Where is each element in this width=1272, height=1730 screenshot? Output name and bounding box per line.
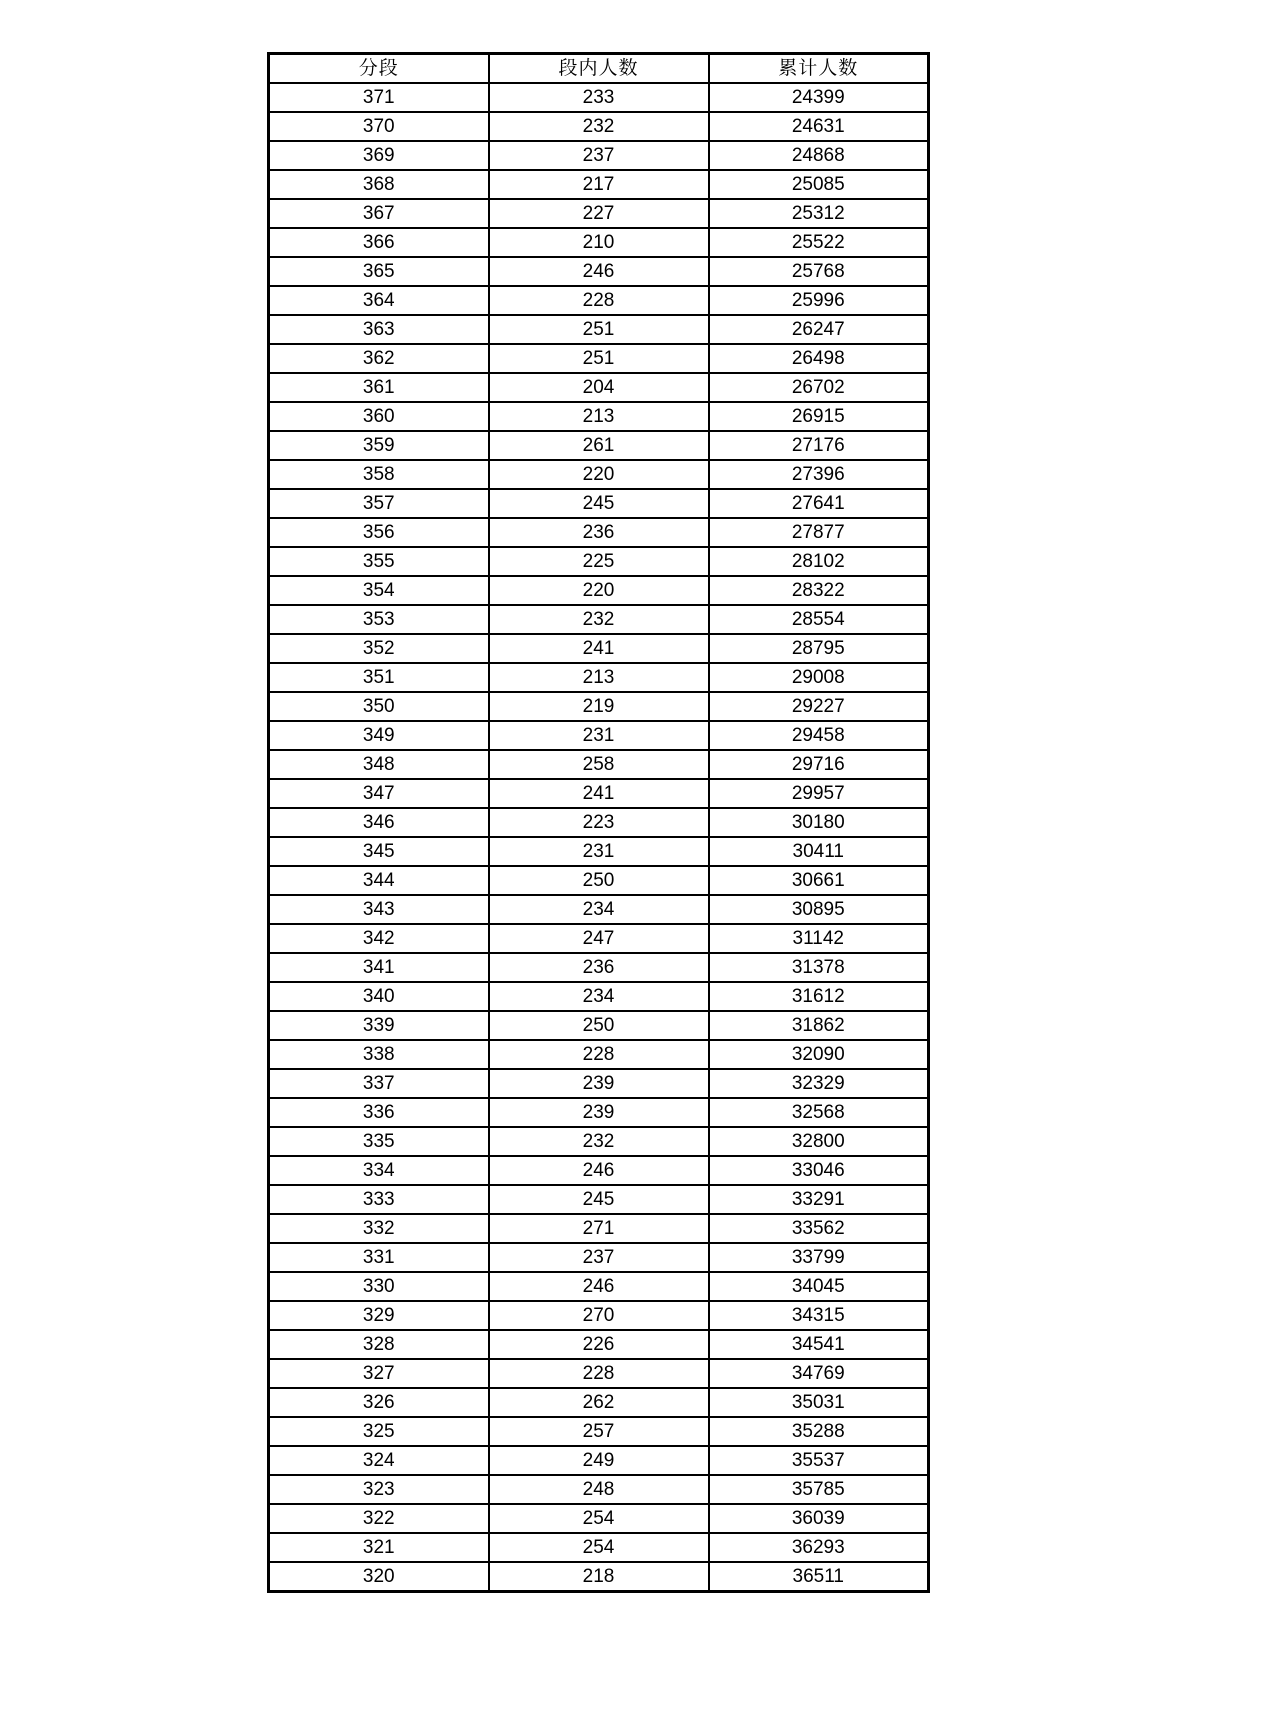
cumulative-cell: 34541 bbox=[709, 1330, 929, 1359]
segment-cell: 324 bbox=[269, 1446, 489, 1475]
cumulative-cell: 25768 bbox=[709, 257, 929, 286]
segment-cell: 330 bbox=[269, 1272, 489, 1301]
count-cell: 228 bbox=[489, 1359, 709, 1388]
table-row bbox=[269, 199, 929, 228]
cumulative-cell: 31612 bbox=[709, 982, 929, 1011]
count-cell: 249 bbox=[489, 1446, 709, 1475]
segment-cell: 355 bbox=[269, 547, 489, 576]
cumulative-cell: 31142 bbox=[709, 924, 929, 953]
segment-cell: 347 bbox=[269, 779, 489, 808]
table-row bbox=[269, 1330, 929, 1359]
table-row bbox=[269, 1446, 929, 1475]
segment-cell: 354 bbox=[269, 576, 489, 605]
count-cell: 245 bbox=[489, 489, 709, 518]
segment-cell: 336 bbox=[269, 1098, 489, 1127]
table-row bbox=[269, 286, 929, 315]
table-row bbox=[269, 170, 929, 199]
segment-cell: 371 bbox=[269, 83, 489, 112]
cumulative-cell: 27396 bbox=[709, 460, 929, 489]
count-cell: 232 bbox=[489, 112, 709, 141]
table-row bbox=[269, 837, 929, 866]
cumulative-cell: 33799 bbox=[709, 1243, 929, 1272]
cumulative-cell: 34045 bbox=[709, 1272, 929, 1301]
table-row bbox=[269, 1127, 929, 1156]
count-cell: 248 bbox=[489, 1475, 709, 1504]
table-row bbox=[269, 982, 929, 1011]
table-row bbox=[269, 1475, 929, 1504]
count-cell: 232 bbox=[489, 605, 709, 634]
table-row bbox=[269, 1185, 929, 1214]
count-cell: 246 bbox=[489, 257, 709, 286]
table-row bbox=[269, 83, 929, 112]
table-row bbox=[269, 1533, 929, 1562]
segment-cell: 321 bbox=[269, 1533, 489, 1562]
count-cell: 213 bbox=[489, 402, 709, 431]
table-row bbox=[269, 1098, 929, 1127]
segment-cell: 322 bbox=[269, 1504, 489, 1533]
count-cell: 250 bbox=[489, 866, 709, 895]
cumulative-cell: 25996 bbox=[709, 286, 929, 315]
count-cell: 257 bbox=[489, 1417, 709, 1446]
cumulative-cell: 29458 bbox=[709, 721, 929, 750]
count-cell: 271 bbox=[489, 1214, 709, 1243]
segment-cell: 357 bbox=[269, 489, 489, 518]
cumulative-cell: 30411 bbox=[709, 837, 929, 866]
cumulative-cell: 28102 bbox=[709, 547, 929, 576]
count-cell: 213 bbox=[489, 663, 709, 692]
count-cell: 231 bbox=[489, 837, 709, 866]
header-cell-score-segment: 分段 bbox=[269, 54, 489, 84]
segment-cell: 332 bbox=[269, 1214, 489, 1243]
cumulative-cell: 33291 bbox=[709, 1185, 929, 1214]
table-row bbox=[269, 460, 929, 489]
table-row bbox=[269, 1214, 929, 1243]
segment-cell: 352 bbox=[269, 634, 489, 663]
table-row bbox=[269, 576, 929, 605]
table-row bbox=[269, 721, 929, 750]
count-cell: 239 bbox=[489, 1098, 709, 1127]
count-cell: 258 bbox=[489, 750, 709, 779]
cumulative-cell: 36039 bbox=[709, 1504, 929, 1533]
cumulative-cell: 26702 bbox=[709, 373, 929, 402]
segment-cell: 334 bbox=[269, 1156, 489, 1185]
table-row bbox=[269, 344, 929, 373]
segment-cell: 351 bbox=[269, 663, 489, 692]
cumulative-cell: 24868 bbox=[709, 141, 929, 170]
count-cell: 218 bbox=[489, 1562, 709, 1592]
cumulative-cell: 32568 bbox=[709, 1098, 929, 1127]
count-cell: 246 bbox=[489, 1272, 709, 1301]
header-cell-count-in-segment: 段内人数 bbox=[489, 54, 709, 84]
table-row bbox=[269, 1040, 929, 1069]
count-cell: 247 bbox=[489, 924, 709, 953]
segment-cell: 335 bbox=[269, 1127, 489, 1156]
cumulative-cell: 33046 bbox=[709, 1156, 929, 1185]
table-row bbox=[269, 750, 929, 779]
count-cell: 234 bbox=[489, 895, 709, 924]
segment-cell: 326 bbox=[269, 1388, 489, 1417]
cumulative-cell: 29957 bbox=[709, 779, 929, 808]
segment-cell: 360 bbox=[269, 402, 489, 431]
segment-cell: 338 bbox=[269, 1040, 489, 1069]
segment-cell: 328 bbox=[269, 1330, 489, 1359]
segment-cell: 368 bbox=[269, 170, 489, 199]
count-cell: 245 bbox=[489, 1185, 709, 1214]
cumulative-cell: 35288 bbox=[709, 1417, 929, 1446]
cumulative-cell: 30895 bbox=[709, 895, 929, 924]
segment-cell: 329 bbox=[269, 1301, 489, 1330]
table-row bbox=[269, 866, 929, 895]
header-row bbox=[269, 54, 929, 84]
cumulative-cell: 28795 bbox=[709, 634, 929, 663]
table-row bbox=[269, 1562, 929, 1592]
table-row bbox=[269, 1243, 929, 1272]
segment-cell: 341 bbox=[269, 953, 489, 982]
table-row bbox=[269, 605, 929, 634]
cumulative-cell: 32090 bbox=[709, 1040, 929, 1069]
header-cell-cumulative-count: 累计人数 bbox=[709, 54, 929, 84]
table-row bbox=[269, 1359, 929, 1388]
table-row bbox=[269, 779, 929, 808]
table-row bbox=[269, 228, 929, 257]
cumulative-cell: 36511 bbox=[709, 1562, 929, 1592]
table-row bbox=[269, 1504, 929, 1533]
count-cell: 254 bbox=[489, 1504, 709, 1533]
table-row bbox=[269, 431, 929, 460]
cumulative-cell: 27176 bbox=[709, 431, 929, 460]
cumulative-cell: 25522 bbox=[709, 228, 929, 257]
segment-cell: 363 bbox=[269, 315, 489, 344]
table-row bbox=[269, 315, 929, 344]
count-cell: 219 bbox=[489, 692, 709, 721]
count-cell: 246 bbox=[489, 1156, 709, 1185]
table-row bbox=[269, 1388, 929, 1417]
cumulative-cell: 33562 bbox=[709, 1214, 929, 1243]
cumulative-cell: 26247 bbox=[709, 315, 929, 344]
count-cell: 254 bbox=[489, 1533, 709, 1562]
segment-cell: 339 bbox=[269, 1011, 489, 1040]
segment-cell: 348 bbox=[269, 750, 489, 779]
cumulative-cell: 32329 bbox=[709, 1069, 929, 1098]
table-row bbox=[269, 1011, 929, 1040]
table-row bbox=[269, 953, 929, 982]
segment-cell: 323 bbox=[269, 1475, 489, 1504]
count-cell: 239 bbox=[489, 1069, 709, 1098]
cumulative-cell: 30661 bbox=[709, 866, 929, 895]
cumulative-cell: 25312 bbox=[709, 199, 929, 228]
cumulative-cell: 32800 bbox=[709, 1127, 929, 1156]
count-cell: 237 bbox=[489, 1243, 709, 1272]
cumulative-cell: 29716 bbox=[709, 750, 929, 779]
table-row bbox=[269, 1272, 929, 1301]
count-cell: 251 bbox=[489, 344, 709, 373]
segment-cell: 364 bbox=[269, 286, 489, 315]
segment-cell: 331 bbox=[269, 1243, 489, 1272]
cumulative-cell: 27641 bbox=[709, 489, 929, 518]
cumulative-cell: 28322 bbox=[709, 576, 929, 605]
segment-cell: 327 bbox=[269, 1359, 489, 1388]
segment-cell: 367 bbox=[269, 199, 489, 228]
segment-cell: 366 bbox=[269, 228, 489, 257]
count-cell: 241 bbox=[489, 779, 709, 808]
count-cell: 262 bbox=[489, 1388, 709, 1417]
count-cell: 270 bbox=[489, 1301, 709, 1330]
segment-cell: 361 bbox=[269, 373, 489, 402]
table-row bbox=[269, 141, 929, 170]
cumulative-cell: 27877 bbox=[709, 518, 929, 547]
count-cell: 234 bbox=[489, 982, 709, 1011]
table-row bbox=[269, 1069, 929, 1098]
segment-cell: 356 bbox=[269, 518, 489, 547]
table-row bbox=[269, 547, 929, 576]
count-cell: 210 bbox=[489, 228, 709, 257]
count-cell: 223 bbox=[489, 808, 709, 837]
count-cell: 237 bbox=[489, 141, 709, 170]
segment-cell: 370 bbox=[269, 112, 489, 141]
count-cell: 226 bbox=[489, 1330, 709, 1359]
segment-cell: 344 bbox=[269, 866, 489, 895]
cumulative-cell: 24399 bbox=[709, 83, 929, 112]
count-cell: 220 bbox=[489, 460, 709, 489]
segment-cell: 349 bbox=[269, 721, 489, 750]
table-row bbox=[269, 112, 929, 141]
cumulative-cell: 26498 bbox=[709, 344, 929, 373]
segment-cell: 340 bbox=[269, 982, 489, 1011]
cumulative-cell: 34315 bbox=[709, 1301, 929, 1330]
cumulative-cell: 30180 bbox=[709, 808, 929, 837]
score-table-body bbox=[269, 83, 929, 1592]
count-cell: 261 bbox=[489, 431, 709, 460]
table-row bbox=[269, 692, 929, 721]
count-cell: 220 bbox=[489, 576, 709, 605]
count-cell: 236 bbox=[489, 953, 709, 982]
table-row bbox=[269, 1156, 929, 1185]
table-row bbox=[269, 634, 929, 663]
count-cell: 232 bbox=[489, 1127, 709, 1156]
count-cell: 227 bbox=[489, 199, 709, 228]
count-cell: 228 bbox=[489, 1040, 709, 1069]
count-cell: 217 bbox=[489, 170, 709, 199]
table-row bbox=[269, 257, 929, 286]
segment-cell: 342 bbox=[269, 924, 489, 953]
count-cell: 233 bbox=[489, 83, 709, 112]
cumulative-cell: 24631 bbox=[709, 112, 929, 141]
segment-cell: 345 bbox=[269, 837, 489, 866]
count-cell: 204 bbox=[489, 373, 709, 402]
segment-cell: 320 bbox=[269, 1562, 489, 1592]
count-cell: 251 bbox=[489, 315, 709, 344]
segment-cell: 350 bbox=[269, 692, 489, 721]
count-cell: 228 bbox=[489, 286, 709, 315]
table-row bbox=[269, 489, 929, 518]
segment-cell: 353 bbox=[269, 605, 489, 634]
table-row bbox=[269, 518, 929, 547]
cumulative-cell: 26915 bbox=[709, 402, 929, 431]
cumulative-cell: 35537 bbox=[709, 1446, 929, 1475]
table-row bbox=[269, 924, 929, 953]
score-distribution-table bbox=[267, 52, 930, 1593]
segment-cell: 325 bbox=[269, 1417, 489, 1446]
table-row bbox=[269, 808, 929, 837]
count-cell: 231 bbox=[489, 721, 709, 750]
segment-cell: 359 bbox=[269, 431, 489, 460]
cumulative-cell: 31862 bbox=[709, 1011, 929, 1040]
table-row bbox=[269, 373, 929, 402]
segment-cell: 346 bbox=[269, 808, 489, 837]
cumulative-cell: 35785 bbox=[709, 1475, 929, 1504]
table-row bbox=[269, 1301, 929, 1330]
table-row bbox=[269, 895, 929, 924]
cumulative-cell: 25085 bbox=[709, 170, 929, 199]
table-row bbox=[269, 1417, 929, 1446]
segment-cell: 358 bbox=[269, 460, 489, 489]
cumulative-cell: 36293 bbox=[709, 1533, 929, 1562]
cumulative-cell: 29008 bbox=[709, 663, 929, 692]
segment-cell: 369 bbox=[269, 141, 489, 170]
count-cell: 236 bbox=[489, 518, 709, 547]
count-cell: 250 bbox=[489, 1011, 709, 1040]
segment-cell: 343 bbox=[269, 895, 489, 924]
cumulative-cell: 34769 bbox=[709, 1359, 929, 1388]
segment-cell: 365 bbox=[269, 257, 489, 286]
cumulative-cell: 31378 bbox=[709, 953, 929, 982]
table-row bbox=[269, 402, 929, 431]
count-cell: 225 bbox=[489, 547, 709, 576]
segment-cell: 337 bbox=[269, 1069, 489, 1098]
cumulative-cell: 35031 bbox=[709, 1388, 929, 1417]
count-cell: 241 bbox=[489, 634, 709, 663]
segment-cell: 333 bbox=[269, 1185, 489, 1214]
table-row bbox=[269, 663, 929, 692]
segment-cell: 362 bbox=[269, 344, 489, 373]
cumulative-cell: 28554 bbox=[709, 605, 929, 634]
cumulative-cell: 29227 bbox=[709, 692, 929, 721]
